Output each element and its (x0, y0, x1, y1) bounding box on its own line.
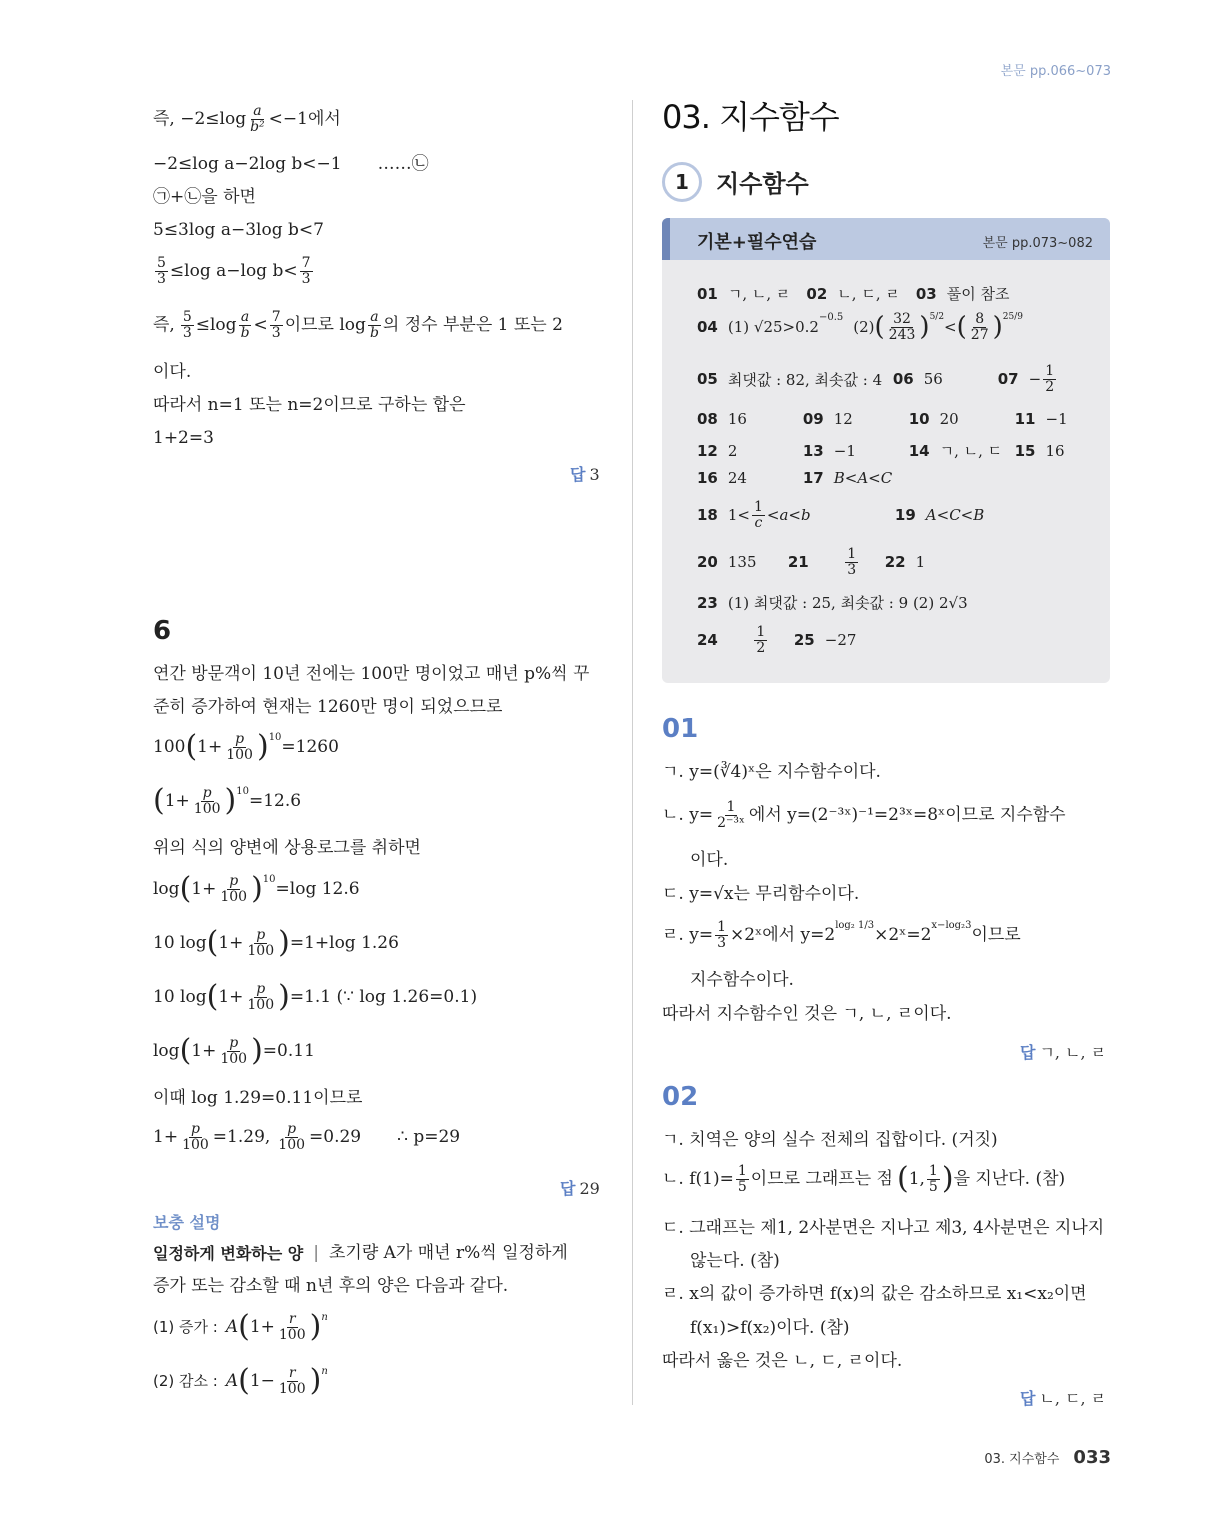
answer-01: 답 ㄱ, ㄴ, ㄹ (1020, 1043, 1107, 1062)
supplement-increase: (1) 증가 : A ( 1+ $\frac{r}{100}$ ) $^n$ (153, 1309, 328, 1345)
answer-row-5: 12 2 13 −1 14 ㄱ, ㄴ, ㄷ 15 16 (697, 441, 1065, 460)
p6-line-10: 이때 log 1.29=0.11이므로 (153, 1088, 363, 1108)
problem-01-number: 01 (662, 714, 699, 744)
p6-line-5: 위의 식의 양변에 상용로그를 취하면 (153, 838, 421, 858)
p01-line-2: ㄴ. y= $\frac{1}{\text{2⁻³ˣ}}$ 에서 y=(2⁻³ˣ)⁻¹=2³ˣ=8ˣ이므로 지수함수 (662, 799, 1066, 831)
p6-eq-5: 10 log ( 1+ $\frac{p}{100}$ ) =1.1 (∵ log 1.26=0.1) (153, 979, 478, 1015)
p6-eq-4: 10 log ( 1+ $\frac{p}{100}$ ) =1+log 1.26 (153, 925, 399, 961)
left-line-6: 즉, $\frac{5}{3}$ ≤log $\frac{a}{b}$ < $\frac{7}{3}$ 이므로 log $\frac{a}{b}$ 의 정수 부분은 1 또는 2 (153, 309, 563, 341)
p02-line-7: 따라서 옳은 것은 ㄴ, ㄷ, ㄹ이다. (662, 1351, 903, 1371)
p01-line-7: 따라서 지수함수인 것은 ㄱ, ㄴ, ㄹ이다. (662, 1004, 952, 1024)
p01-line-5: ㄹ. y= $\frac{1}{3}$ ×2ˣ에서 y=2 $^{log_2 1/3}$ ×2ˣ=2 $^{x-log_23}$ 이므로 (662, 919, 1021, 951)
left-line-3: ㉠+㉡을 하면 (153, 187, 256, 207)
p01-line-6: 지수함수이다. (690, 970, 794, 990)
left-line-7: 이다. (153, 362, 192, 382)
page-footer (984, 1447, 1111, 1468)
answer-row-3: 05 최댓값 : 82, 최솟값 : 4 06 56 07 − $\frac{1}{2}$ (697, 363, 1055, 395)
left-line-8: 따라서 n=1 또는 n=2이므로 구하는 합은 (153, 395, 466, 415)
answer-02: 답 ㄴ, ㄷ, ㄹ (1020, 1389, 1107, 1408)
page-reference: 본문 pp.066~073 (1000, 64, 1111, 79)
answer-row-1: 01 ㄱ, ㄴ, ㄹ 02 ㄴ, ㄷ, ㄹ 03 풀이 참조 (697, 284, 1010, 303)
p01-line-1: ㄱ. y=(∛4)ˣ은 지수함수이다. (662, 762, 881, 782)
left-line-9: 1+2=3 (153, 428, 214, 448)
p01-line-3: 이다. (690, 850, 729, 870)
answer-row-4: 08 16 09 12 10 20 11 −1 (697, 410, 1068, 428)
problem-6-number: 6 (153, 616, 172, 646)
p02-line-3: ㄷ. 그래프는 제1, 2사분면은 지나고 제3, 4사분면은 지나지 (662, 1218, 1105, 1238)
answer-row-6: 16 24 17 B<A<C (697, 469, 893, 487)
p6-line-1: 연간 방문객이 10년 전에는 100만 명이었고 매년 p%씩 꾸 (153, 664, 590, 684)
section-number: 1 (662, 162, 702, 202)
p02-line-1: ㄱ. 치역은 양의 실수 전체의 집합이다. (거짓) (662, 1130, 998, 1150)
chapter-title: 03. 지수함수 (662, 98, 839, 136)
p02-line-2: ㄴ. f(1)= $\frac{1}{5}$ 이므로 그래프는 점 ( 1, $\frac{1}{5}$ ) 을 지난다. (참) (662, 1161, 1066, 1197)
p6-eq-1: 100 ( 1+ $\frac{p}{100}$ ) $^{10}$ =1260 (153, 729, 339, 765)
left-line-2: −2≤log a−2log b<−1 ……㉡ (153, 154, 429, 174)
answer-box-ref: 본문 pp.073~082 (982, 236, 1093, 251)
column-divider (632, 100, 633, 1405)
problem-02-number: 02 (662, 1082, 699, 1112)
p02-line-6: f(x₁)>f(x₂)이다. (참) (690, 1318, 850, 1338)
answer-6: 답 29 (560, 1179, 600, 1198)
answer-row-8: 20 135 21 $\frac{1}{3}$ 22 1 (697, 546, 926, 578)
p6-eq-6: log ( 1+ $\frac{p}{100}$ ) =0.11 (153, 1033, 315, 1069)
left-line-5: $\frac{5}{3}$ ≤log a−log b< $\frac{7}{3}$ (157, 255, 311, 287)
answer-row-10: 24 $\frac{1}{2}$ 25 −27 (697, 624, 857, 656)
answer-row-9: 23 (1) 최댓값 : 25, 최솟값 : 9 (2) 2√3 (697, 593, 968, 612)
p6-eq-3: log ( 1+ $\frac{p}{100}$ ) $^{10}$ =log 12.6 (153, 871, 360, 907)
answer-row-7: 18 1< $\frac{1}{c}$ <a<b 19 A<C<B (697, 499, 985, 531)
supplement-decrease: (2) 감소 : A ( 1− $\frac{r}{100}$ ) $^n$ (153, 1363, 328, 1399)
p01-line-4: ㄷ. y=√x는 무리함수이다. (662, 884, 860, 904)
section-title: 지수함수 (716, 170, 809, 198)
supplement-title: 보충 설명 (153, 1213, 221, 1232)
supplement-line-2: 증가 또는 감소할 때 n년 후의 양은 다음과 같다. (153, 1276, 509, 1296)
footer-chapter: 03. 지수함수 (984, 1452, 1060, 1467)
page-number: 033 (1073, 1447, 1111, 1468)
answer-row-2: 04 (1) √25>0.2 $^{-0.5}$ (2) ( $\frac{32}{243}$ ) $^{5/2}$ < ( $\frac{8}{27}$ ) $^{25/9}$ (697, 311, 1023, 343)
supplement-line-1: 일정하게 변화하는 양 | 초기량 A가 매년 r%씩 일정하게 (153, 1243, 568, 1263)
p6-line-2: 준히 증가하여 현재는 1260만 명이 되었으므로 (153, 697, 503, 717)
p02-line-4: 않는다. (참) (690, 1251, 780, 1271)
answer-prev: 답 3 (570, 465, 600, 484)
p6-eq-7: 1+ $\frac{p}{100}$ =1.29, $\frac{p}{100}$ =0.29 ∴ p=29 (153, 1121, 461, 1153)
p6-eq-2: ( 1+ $\frac{p}{100}$ ) $^{10}$ =12.6 (153, 783, 302, 819)
left-line-1: 즉, −2≤log $\frac{a}{\text{b²}}$ <−1에서 (153, 103, 341, 135)
left-line-4: 5≤3log a−3log b<7 (153, 220, 324, 240)
answer-box-title: 기본+필수연습 (697, 232, 817, 253)
p02-line-5: ㄹ. x의 값이 증가하면 f(x)의 값은 감소하므로 x₁<x₂이면 (662, 1284, 1087, 1304)
